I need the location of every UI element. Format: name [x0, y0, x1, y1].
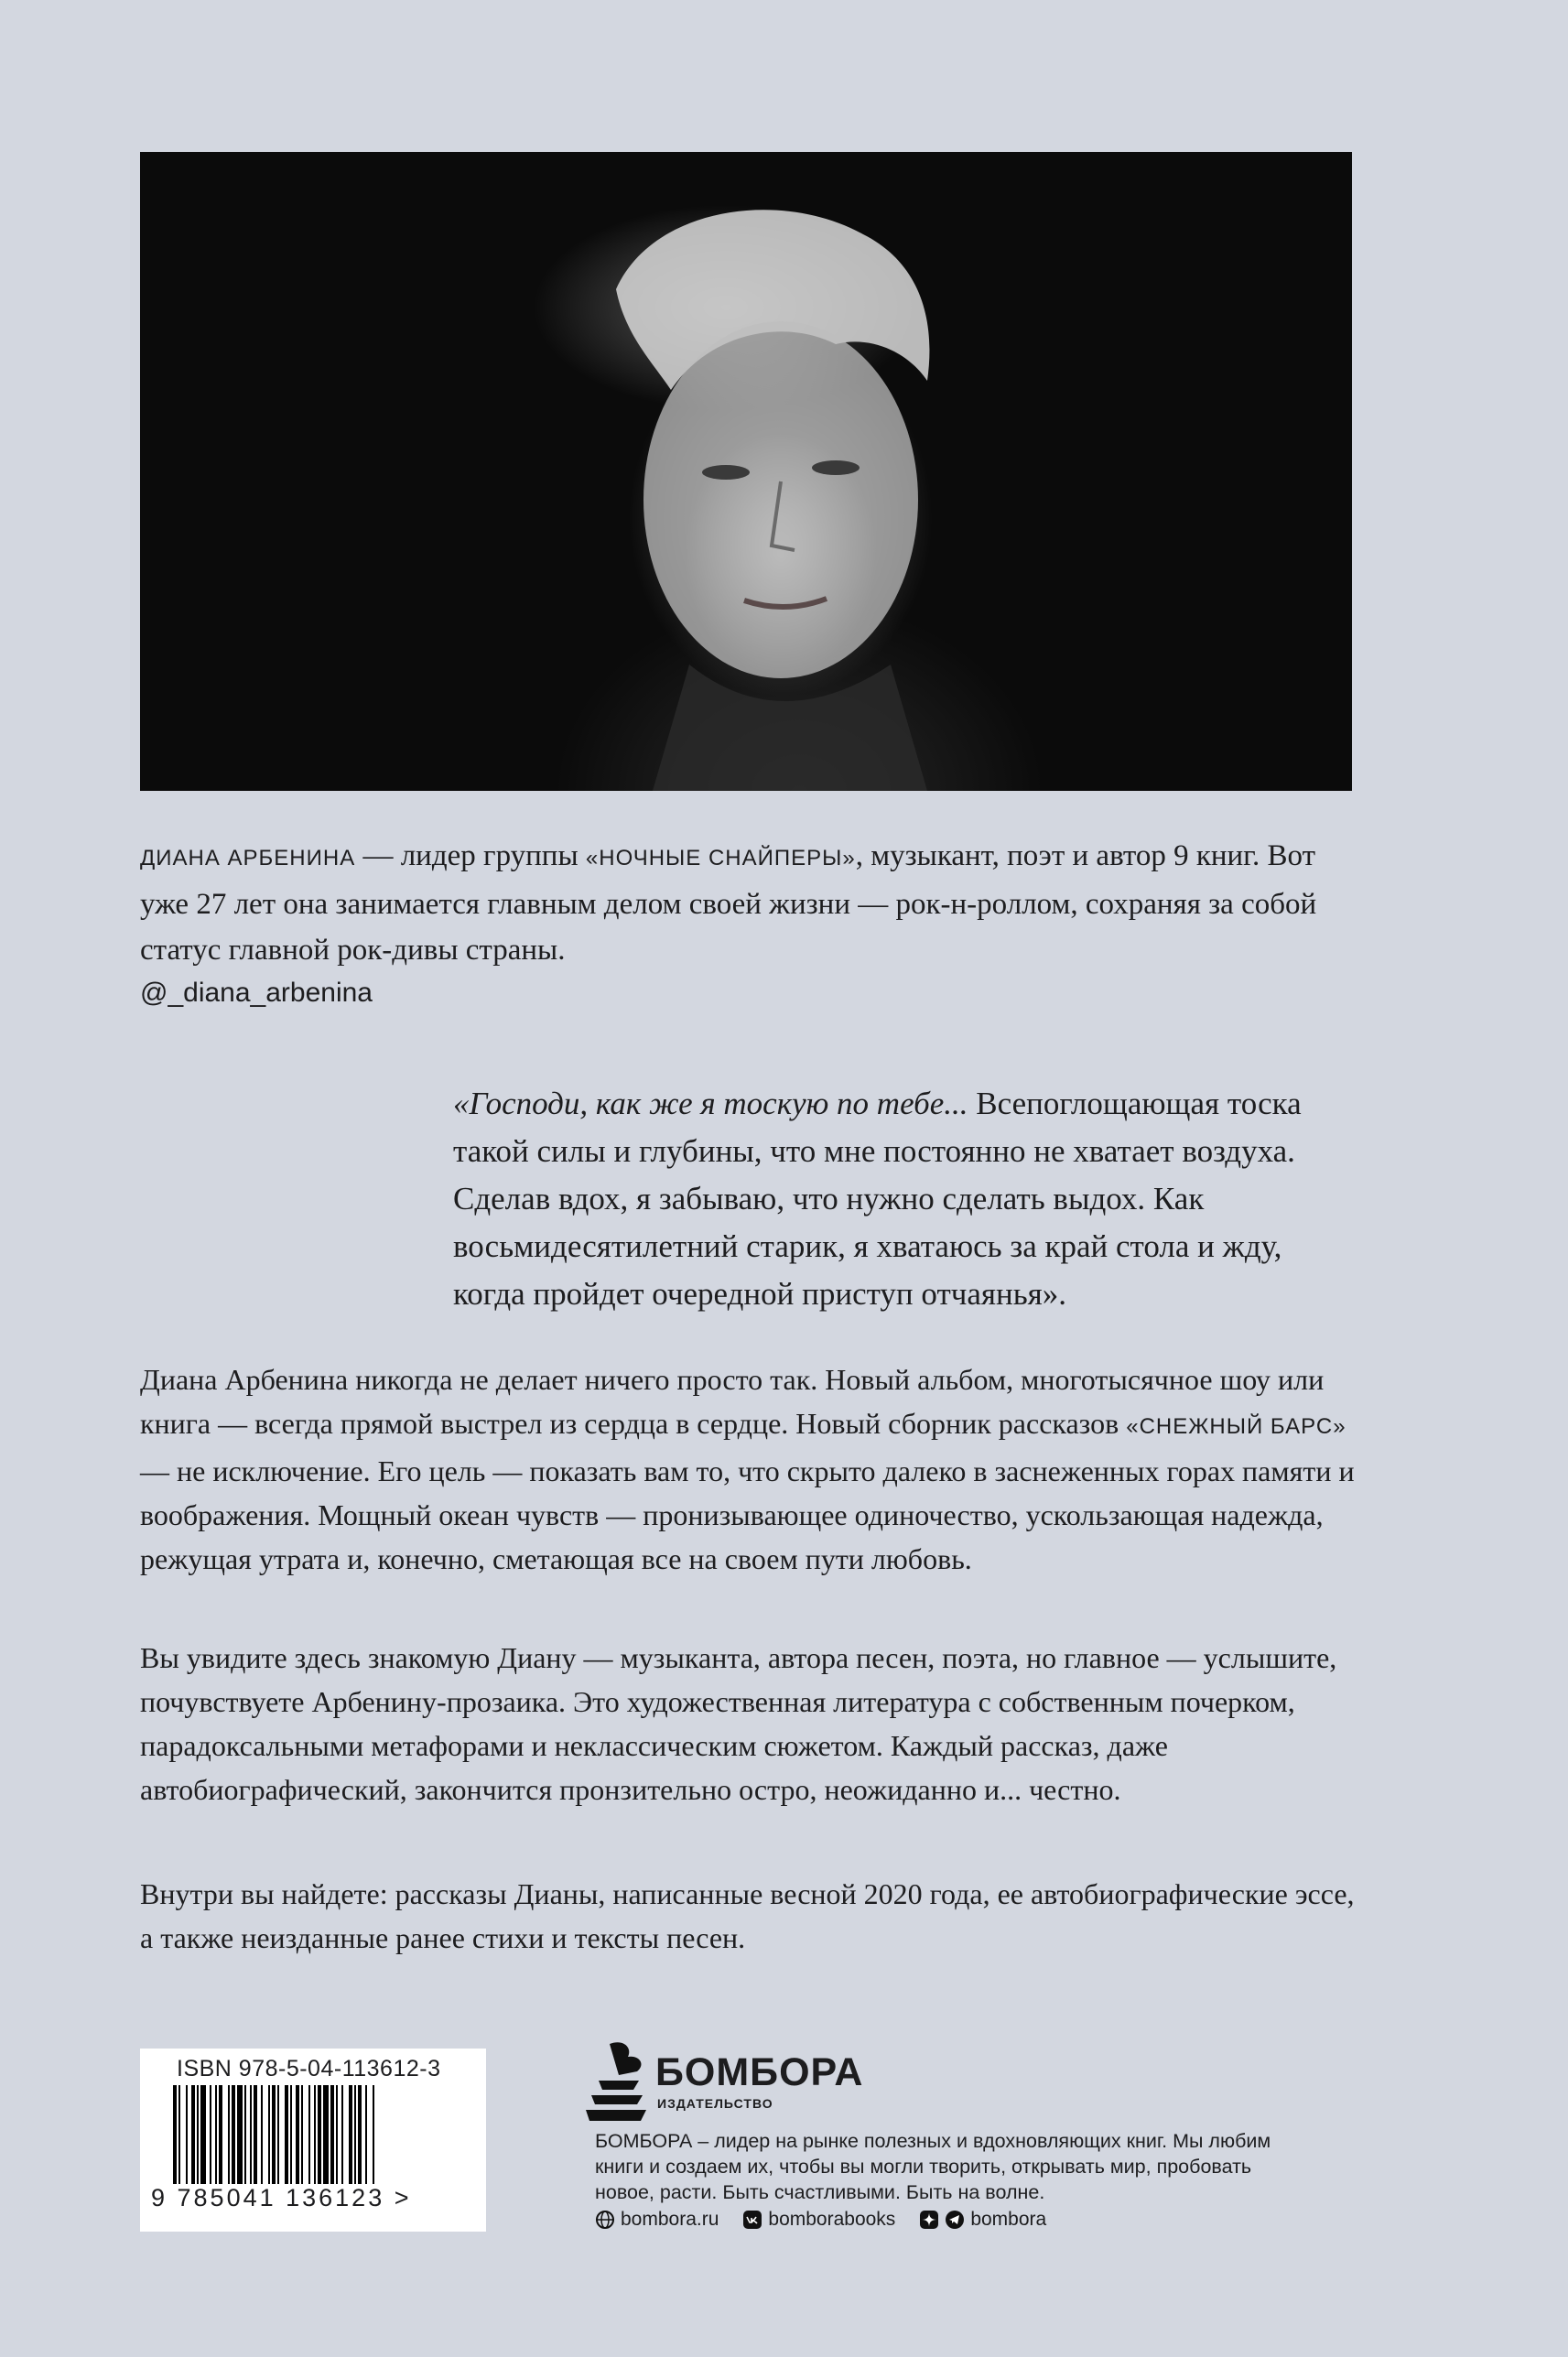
barcode-bar [373, 2085, 374, 2184]
barcode-bar [330, 2085, 334, 2184]
publisher-blurb: БОМБОРА – лидер на рынке полезных и вдохновляющих книг. Мы любим книги и создаем их, чтобы вы могли творить, открывать мир, пробовать новое, расти. Быть счастливыми. Быть на волне. [595, 2130, 1271, 2203]
barcode-bar [191, 2085, 195, 2184]
barcode-icon [173, 2085, 457, 2186]
telegram-icon [945, 2210, 965, 2230]
barcode-bar [341, 2085, 343, 2184]
barcode-bar [290, 2085, 292, 2184]
barcode-bar [354, 2085, 356, 2184]
isbn-barcode-box [140, 2049, 486, 2232]
barcode-bar [261, 2085, 263, 2184]
barcode-bar [250, 2085, 252, 2184]
barcode-bar [237, 2085, 243, 2184]
book-title: «СНЕЖНЫЙ БАРС» [1126, 1414, 1346, 1439]
book-quote [453, 1080, 1332, 1318]
globe-icon [595, 2210, 615, 2230]
bio-text-part: , музыкант, поэт и автор 9 книг. Вот уже 27 лет она занимается главным делом своей жизни — рок-н-роллом, сохраняя за собой статус главной рок-дивы страны. [140, 839, 1317, 967]
author-name: ДИАНА АРБЕНИНА [140, 846, 356, 870]
barcode-bar [268, 2085, 270, 2184]
barcode-bar [318, 2085, 321, 2184]
para-text: Диана Арбенина никогда не делает ничего просто так. Новый альбом, многотысячное шоу или книга — всегда прямой выстрел из сердца в сердце. Новый сборник рассказов [140, 1363, 1325, 1440]
barcode-bar [301, 2085, 303, 2184]
vk-icon [742, 2210, 762, 2230]
barcode-bar [232, 2085, 235, 2184]
barcode-bar [244, 2085, 246, 2184]
barcode-bar [254, 2085, 257, 2184]
barcode-bar [272, 2085, 276, 2184]
vk-link[interactable]: bomborabooks [768, 2209, 896, 2230]
quote-rest: Всепоглощающая тоска такой силы и глубины, что мне постоянно не хватает воздуха. Сделав вдох, я забываю, что нужно сделать выдох. Как восьмидесятилетний старик, я хватаюсь за край стола и жду, когда пройдет очередной приступ отчаянья». [453, 1086, 1302, 1312]
barcode-bar [308, 2085, 310, 2184]
description-paragraph-1 [140, 1357, 1357, 1581]
barcode-bar [210, 2085, 211, 2184]
barcode-bar [349, 2085, 352, 2184]
barcode-bar [186, 2085, 188, 2184]
para-text: — не исключение. Его цель — показать вам то, что скрыто далеко в заснеженных горах памяти и воображения. Мощный океан чувств — пронизывающее одиночество, ускользающая надежда, режущая утрата и, конечно, сметающая все на своем пути любовь. [140, 1454, 1355, 1575]
isbn-label: ISBN 978-5-04-113612-3 [177, 2056, 441, 2081]
barcode-bar [358, 2085, 362, 2184]
description-paragraph-3: Внутри вы найдете: рассказы Дианы, написанные весной 2020 года, ее автобиографические эссе, а также неизданные ранее стихи и тексты песен. [140, 1877, 1355, 1954]
barcode-bar [365, 2085, 367, 2184]
barcode-bar [173, 2085, 177, 2184]
barcode-bar [277, 2085, 279, 2184]
barcode-bar [296, 2085, 299, 2184]
isbn-digits: 9 785041 136123 > [151, 2184, 412, 2211]
barcode-bar [285, 2085, 288, 2184]
publisher-logo-sub: ИЗДАТЕЛЬСТВО [657, 2096, 773, 2111]
band-name: «НОЧНЫЕ СНАЙПЕРЫ» [585, 846, 856, 870]
barcode-bar [219, 2085, 222, 2184]
barcode-bar [336, 2085, 338, 2184]
barcode-bar [197, 2085, 199, 2184]
publisher-logo-name: БОМБОРА [655, 2050, 864, 2094]
contact-vk[interactable] [742, 2209, 895, 2231]
barcode-bar [200, 2085, 206, 2184]
author-photo [140, 152, 1352, 791]
description-paragraph-2: Вы увидите здесь знакомую Диану — музыканта, автора песен, поэта, но главное — услышите, почувствуете Арбенину-прозаика. Это художественная литература с собственным почерком, парадоксальными метафорами и неклассическим сюжетом. Каждый рассказ, даже автобиографический, закончится пронзительно остро, неожиданно и... честно. [140, 1641, 1337, 1806]
quote-italic: «Господи, как же я тоскую по тебе... [453, 1086, 968, 1121]
portrait-illustration [140, 152, 1352, 791]
social-link[interactable]: bombora [970, 2209, 1047, 2230]
barcode-bar [178, 2085, 180, 2184]
site-link[interactable]: bombora.ru [621, 2209, 719, 2230]
barcode-bar [314, 2085, 316, 2184]
barcode-bar [228, 2085, 230, 2184]
contact-social[interactable] [919, 2209, 1046, 2231]
dzen-icon [919, 2210, 939, 2230]
bio-text-part: — лидер группы [355, 839, 586, 872]
barcode-bar [323, 2085, 329, 2184]
author-handle: @_diana_arbenina [140, 978, 373, 1008]
barcode-bar [215, 2085, 217, 2184]
publisher-contacts [595, 2209, 1046, 2231]
author-bio [140, 833, 1357, 973]
contact-site[interactable] [595, 2209, 719, 2231]
